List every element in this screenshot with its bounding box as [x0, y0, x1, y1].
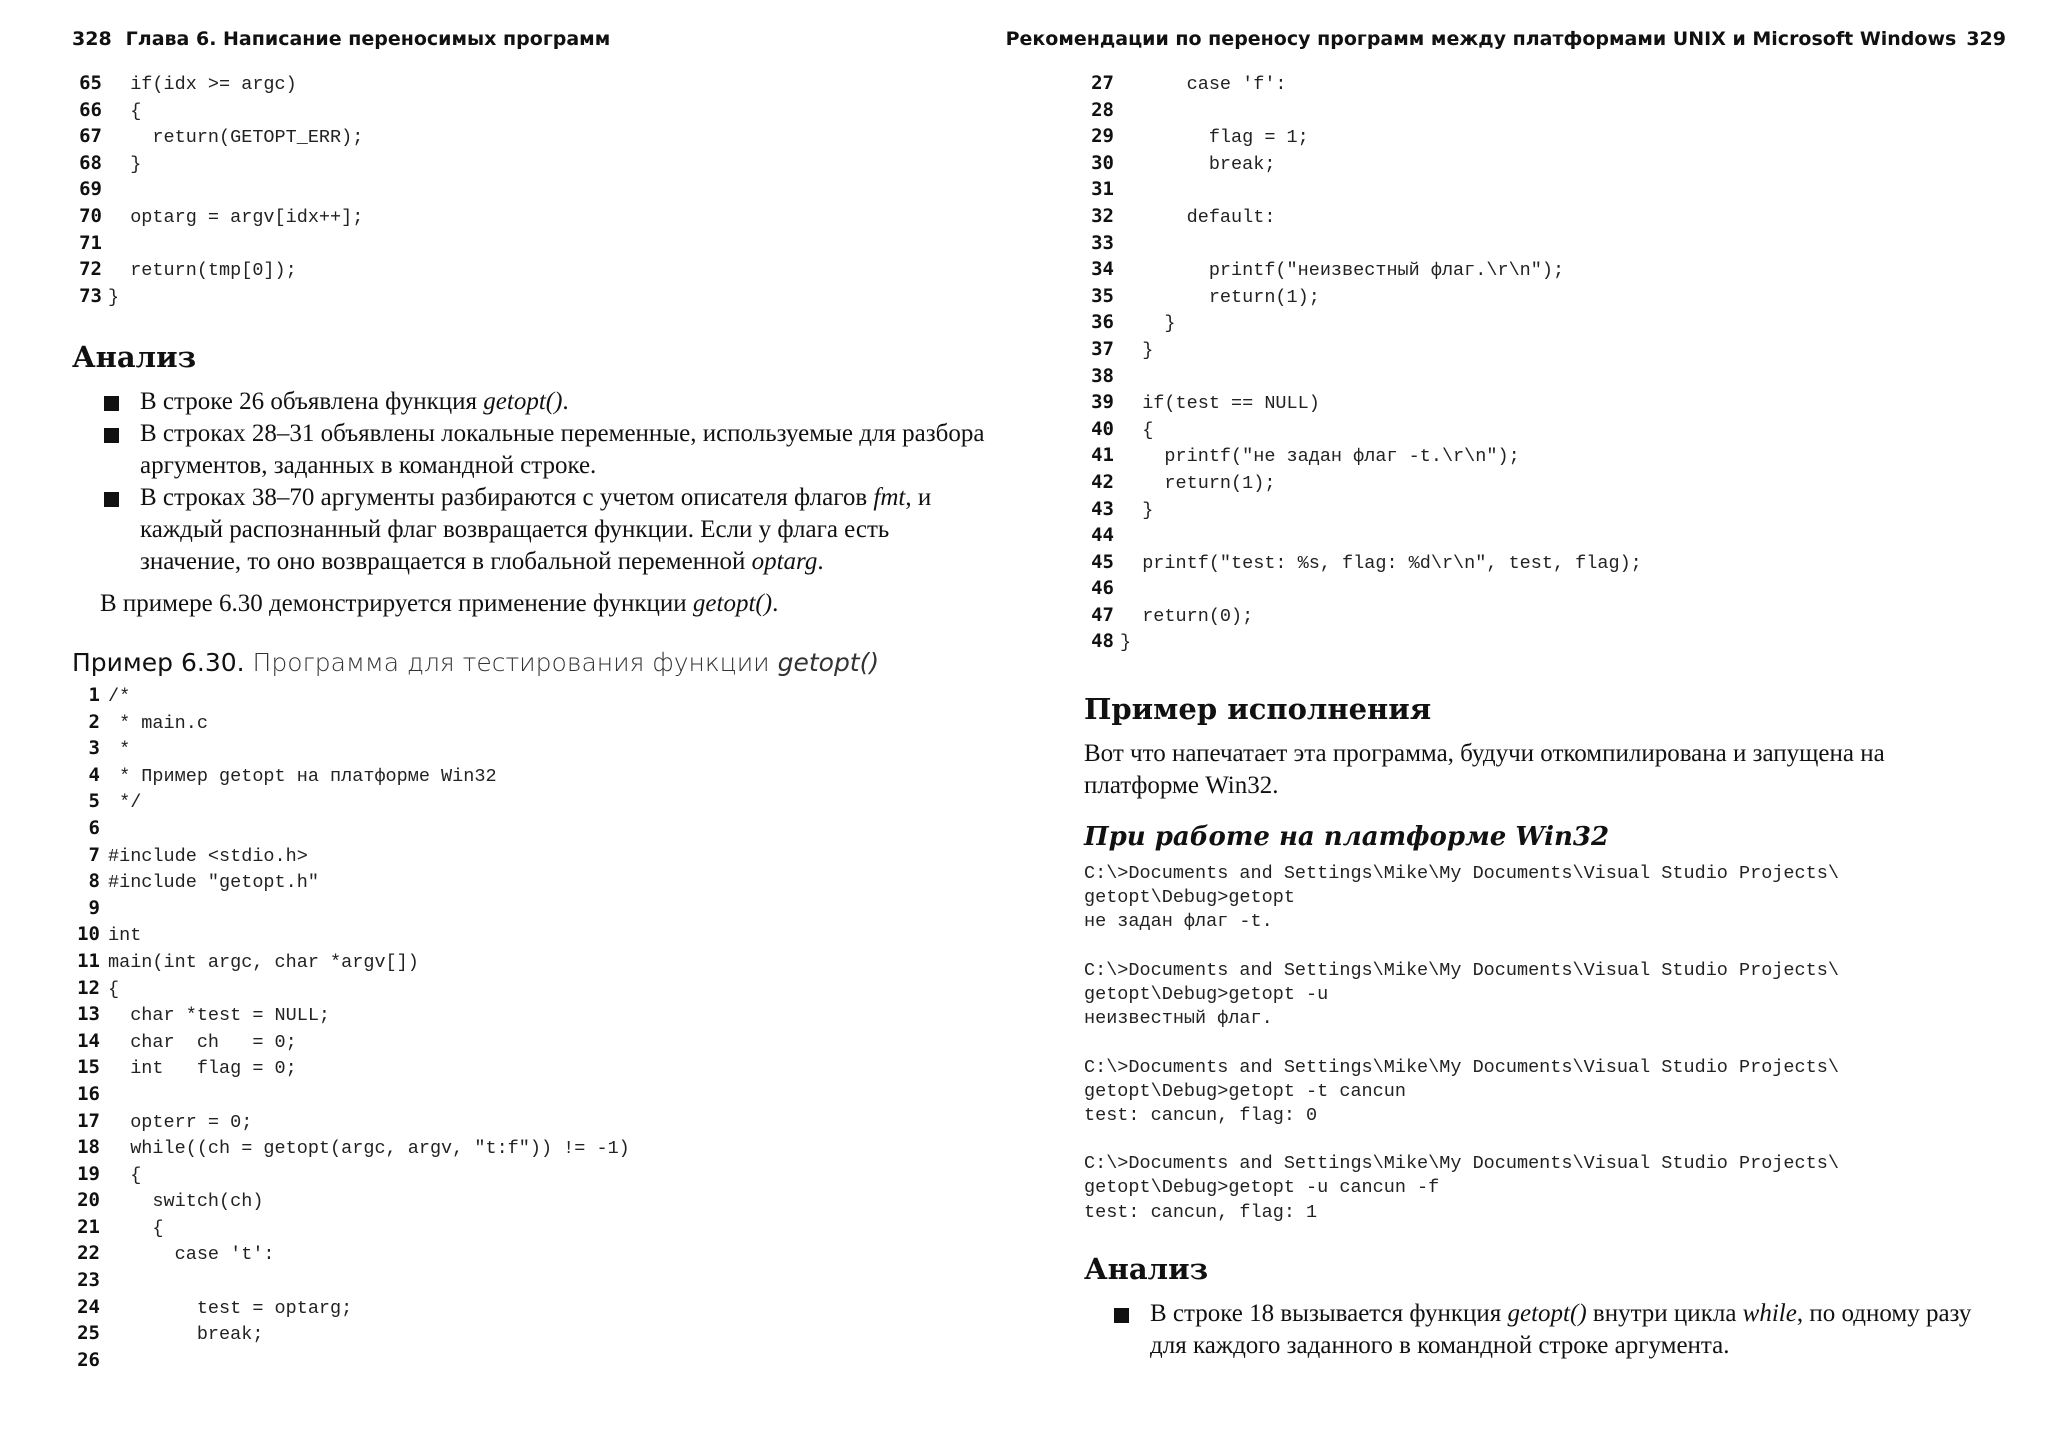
code-text: test = optarg;: [108, 1297, 353, 1319]
line-number: 5: [88, 790, 100, 813]
analysis-heading: Анализ: [72, 340, 197, 374]
line-number: 7: [88, 843, 100, 866]
code-line: [72, 1294, 630, 1321]
code-text: * main.c: [108, 712, 208, 734]
line-number: 47: [1091, 603, 1114, 626]
line-number: 23: [77, 1269, 100, 1292]
line-number: 37: [1091, 337, 1114, 360]
code-text: int: [108, 925, 142, 947]
console-line: C:\>Documents and Settings\Mike\My Documents\Visual Studio Projects\: [1084, 959, 1839, 981]
line-number: 45: [1091, 550, 1114, 573]
code-line: [1084, 602, 1642, 629]
code-text: #include "getopt.h": [108, 872, 319, 894]
code-line: [1084, 309, 1642, 336]
code-line: [72, 1320, 630, 1347]
code-line: [72, 682, 630, 709]
line-number: 40: [1091, 417, 1114, 440]
code-line: [72, 1187, 630, 1214]
console-line: getopt\Debug>getopt -t cancun: [1084, 1080, 1406, 1102]
code-line: [1084, 336, 1642, 363]
code-line: [1084, 230, 1642, 257]
code-text: flag = 1;: [1120, 127, 1309, 149]
console-line: [1084, 935, 1839, 959]
line-number: 68: [79, 151, 102, 174]
console-line: C:\>Documents and Settings\Mike\My Documents\Visual Studio Projects\: [1084, 1056, 1839, 1078]
page-number: 329: [1966, 28, 2006, 50]
console-line: test: cancun, flag: 1: [1084, 1201, 1318, 1223]
line-number: 65: [79, 72, 102, 94]
analysis-list: [100, 386, 990, 578]
code-line: [72, 788, 630, 815]
line-number: 12: [77, 976, 100, 999]
console-line: C:\>Documents and Settings\Mike\My Documents\Visual Studio Projects\: [1084, 863, 1839, 884]
code-line: [1084, 496, 1642, 523]
code-line: [72, 123, 363, 150]
line-number: 43: [1091, 497, 1114, 520]
line-number: 6: [88, 816, 100, 839]
code-text: while((ch = getopt(argc, argv, "t:f")) != -1): [108, 1138, 630, 1160]
code-text: case 'f':: [1120, 74, 1287, 95]
code-text: {: [1120, 419, 1154, 441]
run-example-paragraph: Вот что напечатает эта программа, будучи откомпилирована и запущена на платформе Win32.: [1084, 740, 1885, 799]
code-line: [72, 176, 363, 203]
code-line: [1084, 575, 1642, 602]
code-text: main(int argc, char *argv[]): [108, 951, 419, 973]
code-text: }: [1120, 632, 1132, 654]
line-number: 33: [1091, 231, 1114, 254]
running-title: Рекомендации по переносу программ между платформами UNIX и Microsoft Windows: [1005, 28, 1957, 50]
code-line: [72, 842, 630, 869]
console-line: не задан флаг -t.: [1084, 911, 1273, 933]
code-line: [1084, 203, 1642, 230]
code-text: }: [1120, 313, 1176, 335]
code-line: [72, 1267, 630, 1294]
line-number: 11: [77, 949, 100, 972]
code-line: [72, 1028, 630, 1055]
line-number: 3: [88, 737, 100, 760]
line-number: 34: [1091, 258, 1114, 281]
console-line: неизвестный флаг.: [1084, 1008, 1273, 1030]
line-number: 48: [1091, 630, 1114, 653]
page-number: 328: [72, 28, 112, 50]
example-intro: В примере 6.30 демонстрируется применение функции getopt().: [100, 590, 779, 617]
code-listing-main: [72, 682, 630, 1373]
win32-subheading: При работе на платформе Win32: [1084, 822, 1610, 852]
line-number: 9: [88, 896, 100, 919]
line-number: 26: [77, 1348, 100, 1371]
code-line: [72, 203, 363, 230]
line-number: 46: [1091, 577, 1114, 600]
code-text: return(1);: [1120, 472, 1276, 494]
code-line: [1084, 469, 1642, 496]
code-text: {: [108, 1164, 142, 1186]
code-line: [72, 283, 363, 310]
code-line: [1084, 416, 1642, 443]
code-text: break;: [1120, 153, 1276, 175]
code-line: [1084, 70, 1642, 97]
line-number: 27: [1091, 72, 1114, 94]
code-line: [1084, 549, 1642, 576]
code-text: }: [1120, 339, 1154, 361]
code-line: [72, 230, 363, 257]
bullet-square-icon: [104, 396, 119, 411]
code-text: }: [1120, 499, 1154, 521]
list-item: В строках 38–70 аргументы разбираются с учетом описателя флагов fmt, и каждый распознанный флаг возвращается функции. Если у флага есть значение, то оно возвращается в глобальной переменной optarg.: [100, 482, 990, 578]
code-text: * Пример getopt на платформе Win32: [108, 765, 497, 787]
code-line: [72, 1240, 630, 1267]
code-line: [72, 1054, 630, 1081]
code-line: [1084, 97, 1642, 124]
code-text: if(test == NULL): [1120, 393, 1320, 415]
code-line: [72, 1347, 630, 1374]
code-line: [72, 1161, 630, 1188]
line-number: 72: [79, 258, 102, 281]
code-text: if(idx >= argc): [108, 74, 297, 95]
code-text: return(tmp[0]);: [108, 260, 297, 282]
line-number: 44: [1091, 524, 1114, 547]
line-number: 66: [79, 98, 102, 121]
example-label: Пример 6.30.: [72, 648, 245, 677]
code-line: [72, 70, 363, 97]
code-line: [1084, 628, 1642, 655]
code-text: {: [108, 1217, 164, 1239]
line-number: 32: [1091, 204, 1114, 227]
line-number: 16: [77, 1082, 100, 1105]
line-number: 19: [77, 1162, 100, 1185]
line-number: 30: [1091, 151, 1114, 174]
code-text: }: [108, 286, 120, 308]
console-line: test: cancun, flag: 0: [1084, 1104, 1318, 1126]
line-number: 17: [77, 1109, 100, 1132]
code-line: [72, 868, 630, 895]
code-line: [72, 256, 363, 283]
line-number: 31: [1091, 178, 1114, 201]
line-number: 10: [77, 923, 100, 946]
code-line: [1084, 283, 1642, 310]
code-text: *: [108, 739, 131, 761]
code-text: switch(ch): [108, 1191, 264, 1213]
list-item: В строке 26 объявлена функция getopt().: [100, 386, 990, 418]
run-example-heading: Пример исполнения: [1084, 692, 1432, 726]
code-line: [72, 762, 630, 789]
code-text: }: [108, 153, 142, 175]
bullet-square-icon: [104, 492, 119, 507]
code-listing-continued: [1084, 70, 1642, 655]
code-text: printf("неизвестный флаг.\r\n");: [1120, 260, 1565, 282]
page-header: [72, 28, 610, 50]
line-number: 71: [79, 231, 102, 254]
code-line: [1084, 389, 1642, 416]
console-line: getopt\Debug>getopt -u cancun -f: [1084, 1177, 1440, 1199]
line-number: 22: [77, 1242, 100, 1265]
console-output: [1084, 862, 1839, 1225]
code-line: [72, 948, 630, 975]
code-text: #include <stdio.h>: [108, 845, 308, 867]
line-number: 13: [77, 1003, 100, 1026]
console-line: getopt\Debug>getopt -u: [1084, 983, 1329, 1005]
code-text: optarg = argv[idx++];: [108, 206, 364, 228]
code-text: return(1);: [1120, 286, 1320, 308]
line-number: 69: [79, 178, 102, 201]
line-number: 24: [77, 1295, 100, 1318]
code-text: return(0);: [1120, 605, 1254, 627]
bullet-square-icon: [1114, 1308, 1129, 1323]
line-number: 35: [1091, 284, 1114, 307]
line-number: 67: [79, 125, 102, 148]
line-number: 8: [88, 870, 100, 893]
code-line: [1084, 442, 1642, 469]
code-line: [72, 1214, 630, 1241]
example-title: Пример 6.30. Программа для тестирования функции getopt(): [72, 648, 880, 677]
line-number: 14: [77, 1029, 100, 1052]
code-line: [1084, 176, 1642, 203]
code-line: [72, 150, 363, 177]
code-text: {: [108, 100, 142, 122]
line-number: 15: [77, 1056, 100, 1079]
code-text: */: [108, 792, 142, 814]
code-text: return(GETOPT_ERR);: [108, 127, 364, 149]
line-number: 36: [1091, 311, 1114, 334]
bullet-square-icon: [104, 428, 119, 443]
console-line: getopt\Debug>getopt: [1084, 887, 1295, 909]
code-line: [1084, 363, 1642, 390]
line-number: 70: [79, 204, 102, 227]
code-line: [72, 975, 630, 1002]
code-line: [1084, 150, 1642, 177]
line-number: 73: [79, 284, 102, 307]
analysis-heading: Анализ: [1084, 1252, 1209, 1286]
code-line: [72, 1081, 630, 1108]
code-line: [1084, 522, 1642, 549]
list-item: В строке 18 вызывается функция getopt() внутри цикла while, по одному разу для каждого заданного в командной строке аргумента.: [1110, 1298, 1990, 1362]
line-number: 25: [77, 1322, 100, 1345]
code-listing-continued: [72, 70, 363, 309]
console-line: C:\>Documents and Settings\Mike\My Documents\Visual Studio Projects\: [1084, 1153, 1839, 1175]
code-line: [72, 815, 630, 842]
code-line: [72, 895, 630, 922]
line-number: 39: [1091, 391, 1114, 414]
console-line: [1084, 1128, 1839, 1152]
code-text: default:: [1120, 206, 1276, 228]
running-title: Глава 6. Написание переносимых программ: [125, 28, 611, 50]
code-line: [72, 709, 630, 736]
line-number: 38: [1091, 364, 1114, 387]
code-text: case 't':: [108, 1244, 275, 1266]
code-text: char *test = NULL;: [108, 1005, 331, 1027]
code-line: [1084, 256, 1642, 283]
line-number: 21: [77, 1215, 100, 1238]
analysis-list: [1110, 1298, 1990, 1362]
code-line: [1084, 123, 1642, 150]
code-text: opterr = 0;: [108, 1111, 253, 1133]
line-number: 1: [88, 684, 100, 706]
page-header: [1006, 28, 2006, 50]
line-number: 28: [1091, 98, 1114, 121]
line-number: 18: [77, 1136, 100, 1159]
code-text: int flag = 0;: [108, 1058, 297, 1080]
line-number: 4: [88, 763, 100, 786]
code-line: [72, 1134, 630, 1161]
code-text: printf("не задан флаг -t.\r\n");: [1120, 446, 1520, 468]
line-number: 41: [1091, 444, 1114, 467]
code-line: [72, 921, 630, 948]
code-line: [72, 97, 363, 124]
code-line: [72, 735, 630, 762]
console-line: [1084, 1031, 1839, 1055]
line-number: 42: [1091, 470, 1114, 493]
line-number: 2: [88, 710, 100, 733]
code-text: {: [108, 978, 120, 1000]
list-item: В строках 28–31 объявлены локальные переменные, используемые для разбора аргументов, заданных в командной строке.: [100, 418, 990, 482]
code-text: char ch = 0;: [108, 1031, 297, 1053]
code-line: [72, 1108, 630, 1135]
code-text: printf("test: %s, flag: %d\r\n", test, flag);: [1120, 552, 1642, 574]
code-text: break;: [108, 1324, 264, 1346]
line-number: 20: [77, 1189, 100, 1212]
code-line: [72, 1001, 630, 1028]
line-number: 29: [1091, 125, 1114, 148]
code-text: /*: [108, 686, 131, 707]
